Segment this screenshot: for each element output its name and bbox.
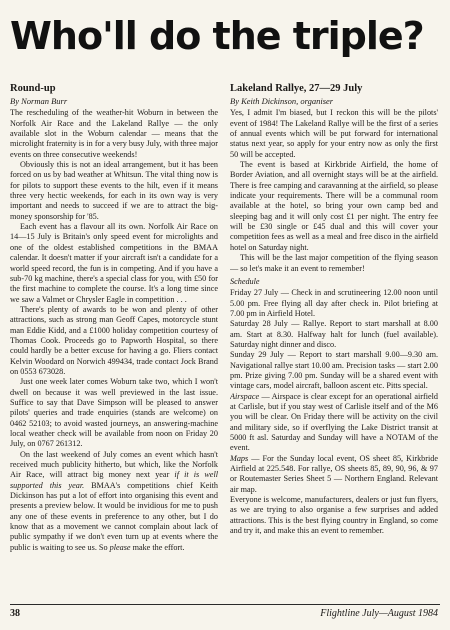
right-column [230, 78, 438, 600]
maps-text: — For the Sunday local event, OS sheet 85, Kirkbride Airfield at 225.548. For rallye, OS sheets 85, 89, 90, 96, & 97 or Routemaster Series Sheet 5 — Northern England. Relevant air map. [230, 453, 438, 494]
section-heading-lakeland-rallye: Lakeland Rallye, 27—29 July [230, 83, 363, 94]
airspace-paragraph [230, 392, 438, 454]
magazine-footer: Flightline July—August 1984 [320, 608, 438, 619]
paragraph-text: make the effort. [130, 542, 185, 552]
closing-paragraph: Everyone is welcome, manufacturers, dealers or just fun flyers, as we are trying to also organise a few surprises and added attractions. This is the best flying country in England, so come and try it, and make this an event to remember. [230, 495, 438, 536]
schedule-sunday: Sunday 29 July — Report to start marshall 9.00—9.30 am. Navigational rallye start 10.00 am. Precision tasks — start 2.00 pm. Prize giving 7.00 pm. Sunday will be a shared event with vintage cars, model aircraft, balloon ascent etc. Pitts special. [230, 350, 438, 391]
airspace-label: Airspace [230, 391, 260, 401]
page-title: Who'll do the triple? [10, 14, 424, 58]
paragraph: There's plenty of awards to be won and plenty of other attractions, such as strong man Geoff Capes, motorcycle stunt man Eddie Kidd, and a £1000 holiday competition courtesy of Thomas Cook. Proceeds go to Papworth Hospital, so there could hardly be a better excuse for having a go. Fliers contact Kelvin Woodard on Norwich 499434, trade contact Jock Brand on 0553 673028. [10, 304, 218, 376]
footer-divider [10, 604, 440, 605]
schedule-subheading: Schedule [230, 276, 260, 286]
maps-label: Maps [230, 453, 249, 463]
byline-keith-dickinson: By Keith Dickinson, organiser [230, 96, 334, 106]
paragraph-text: BMAA's competitions chief Keith Dickinson has put a lot of effort into organising this event and presents a preview below. It would be invidious for me to push any one of these events in preference to any other, but I do know that as a movement we cannot complain about lack of public sympathy if we don't even turn up at events where the public is waiting to see us. So [10, 480, 218, 552]
paragraph: Just one week later comes Woburn take two, which I won't dwell on because it was well previewed in the last issue. Suffice to say that Dave Simpson will be pleased to answer pilots' queries and trade enquiries (stands are welcome) on 0462 52103; to avoid wasted journeys, an answering-machine local weather check will be available from noon on Friday 20 July, on 0767 261312. [10, 377, 218, 449]
page-number: 38 [10, 608, 20, 619]
schedule-friday: Friday 27 July — Check in and scrutineering 12.00 noon until 5.00 pm. Free flying all day after check in. Pilot briefing at 7.00 pm in Airfield Hotel. [230, 288, 438, 318]
paragraph: The event is based at Kirkbride Airfield, the home of Border Aviation, and all overnight stays will be at the airfield. There is free camping and caravanning at the airfield, so please indicate your requirements. There will be a communal room available at the hotel, so bring your own camp bed and sleeping bag and it will only cost £1 per night. The entry fee will be £30 single or £45 dual and this will cover your competition fees as well as a meal and free disco in the airfield hotel on Saturday night. [230, 160, 438, 252]
schedule-saturday: Saturday 28 July — Rallye. Report to start marshall at 8.00 am. Start at 8.30. Halfway halt for lunch (fuel available). Saturday night dinner and disco. [230, 319, 438, 349]
paragraph: The rescheduling of the weather-hit Woburn in between the Norfolk Air Race and the Lakeland Rallye — the only available slot in the Woburn calendar — means that the microlight fraternity is in for a very busy July, with three major events on three consecutive weekends! [10, 108, 218, 159]
byline-norman-burr: By Norman Burr [10, 96, 68, 106]
emphasis-text: please [109, 542, 131, 552]
emphasis-text: if it is well supported this year. [10, 470, 218, 490]
paragraph: Obviously this is not an ideal arrangement, but it has been forced on us by bad weather at Whitsun. The vital thing now is for pilots to support these events to the hilt, even if it means three very hectic weekends, for each in its own way is very important and needs to succeed if we are to attract the big-money sponsorship for '85. [10, 160, 218, 221]
paragraph [10, 450, 218, 553]
section-heading-round-up: Round-up [10, 83, 56, 94]
left-column [10, 78, 218, 600]
maps-paragraph [230, 454, 438, 495]
airspace-text: — Airspace is clear except for an operational airfield at Carlisle, but if you stay west of Carlisle itself and of the M6 you will be clear. On Friday there will be activity on the civil and military side, so if overflying the Lake District transit at 5000 ft asl. Saturday and Sunday will have a NOTAM of the event. [230, 391, 438, 453]
paragraph: Each event has a flavour all its own. Norfolk Air Race on 14—15 July is Britain's only speed event for microlights and one of the oldest established competitions in the BMAA calendar. It doesn't matter if your aircraft isn't a candidate for a world speed record, the fun is in competing. And if you have a sub-70 kg machine, there's a special class for you, with £50 for the first machine to complete the course. It's a long time since we saw a Valmet or Chrysler Eagle in competition . . . [10, 222, 218, 304]
paragraph: Yes, I admit I'm biased, but I reckon this will be the pilots' event of 1984! The Lakeland Rallye will be the first of a series of annual events which will be put forward for international status next year, so apply for your entry now as only the first 50 will be accepted. [230, 108, 438, 159]
paragraph: This will be the last major competition of the flying season — so let's make it an event to remember! [230, 253, 438, 273]
paragraph-text: On the last weekend of July comes an event which hasn't received much publicity hitherto, but which, like the Norfolk Air Race, will attract big money next year [10, 449, 218, 480]
